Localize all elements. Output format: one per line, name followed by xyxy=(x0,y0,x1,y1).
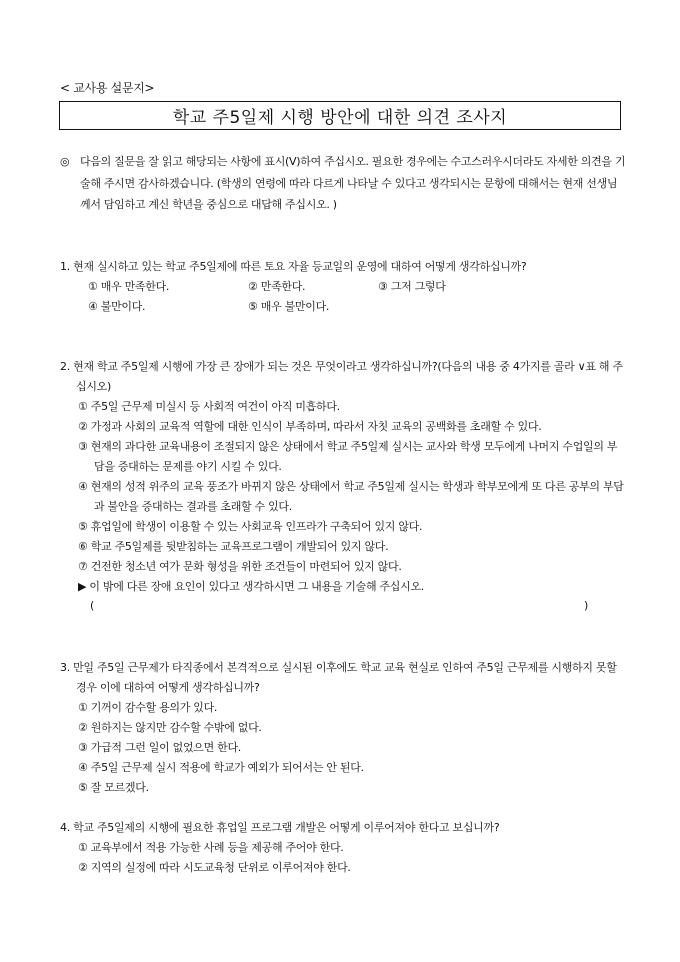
q2-option-1[interactable]: ① 주5일 근무제 미실시 등 사회적 여건이 아직 미흡하다. xyxy=(78,400,340,413)
q2-paren-close: ) xyxy=(584,599,588,612)
instruction-text: 다음의 질문을 잘 읽고 해당되는 사항에 표시(V)하여 주십시오. 필요한 경우에는 수고스러우시더라도 자세한 의견을 기술해 주시면 감사하겠습니다. (학생의 연령에 따라 다르게 나타날 수 있다고 생각되시는 문항에 대해서는 현재 선생님께서 담임하고 계신 학년을 중심으로 대답해 주십시오. ) xyxy=(80,155,626,211)
q3-option-4[interactable]: ④ 주5일 근무제 실시 적용에 학교가 예외가 되어서는 안 된다. xyxy=(78,761,364,774)
question-3-options xyxy=(60,698,626,798)
q1-option-5[interactable]: ⑤ 매우 불만이다. xyxy=(248,300,330,313)
survey-type-label: < 교사용 설문지> xyxy=(60,81,155,95)
question-2-stem: 2. 현재 학교 주5일제 시행에 가장 큰 장애가 되는 것은 무엇이라고 생각하십니까?(다음의 내용 중 4가지를 골라 ∨표 해 주십시오) xyxy=(60,360,623,393)
q3-option-1[interactable]: ① 기꺼이 감수할 용의가 있다. xyxy=(78,701,218,714)
question-4-options xyxy=(60,838,626,878)
instruction-mark: ◎ xyxy=(60,155,70,168)
q1-option-3[interactable]: ③ 그저 그렇다 xyxy=(378,280,446,293)
question-1-options xyxy=(60,277,626,321)
q2-option-4[interactable]: ④ 현재의 성적 위주의 교육 풍조가 바뀌지 않은 상태에서 학교 주5일제 실시는 학생과 학부모에게 또 다른 공부의 부담과 불안을 증대하는 결과를 초래할 수 있다. xyxy=(78,480,624,513)
q2-option-6[interactable]: ⑥ 학교 주5일제를 뒷받침하는 교육프로그램이 개발되어 있지 않다. xyxy=(78,540,389,553)
question-4-stem: 4. 학교 주5일제의 시행에 필요한 휴업일 프로그램 개발은 어떻게 이루어져야 한다고 보십니까? xyxy=(60,821,500,834)
q3-option-2[interactable]: ② 원하지는 않지만 감수할 수밖에 없다. xyxy=(78,721,262,734)
question-2-options xyxy=(60,397,626,577)
q2-other-prompt: ▶ 이 밖에 다른 장애 요인이 있다고 생각하시면 그 내용을 기술해 주십시오. xyxy=(78,580,424,593)
question-1-stem: 1. 현재 실시하고 있는 학교 주5일제에 따른 토요 자율 등교일의 운영에 대하여 어떻게 생각하십니까? xyxy=(60,260,527,273)
q4-option-2[interactable]: ② 지역의 실정에 따라 시도교육청 단위로 이루어져야 한다. xyxy=(78,861,351,874)
title-box xyxy=(59,101,621,130)
q1-option-2[interactable]: ② 만족한다. xyxy=(248,280,306,293)
q2-option-7[interactable]: ⑦ 건전한 청소년 여가 문화 형성을 위한 조건들이 마련되어 있지 않다. xyxy=(78,560,402,573)
instruction-block xyxy=(60,151,626,216)
q3-option-3[interactable]: ③ 가급적 그런 일이 없었으면 한다. xyxy=(78,741,241,754)
q2-option-3[interactable]: ③ 현재의 과다한 교육내용이 조절되지 않은 상태에서 학교 주5일제 실시는 교사와 학생 모두에게 나머지 수업일의 부담을 증대하는 문제를 야기 시킬 수 있다. xyxy=(78,440,618,473)
question-2 xyxy=(60,357,626,619)
q2-paren-open: ( xyxy=(90,599,94,612)
q2-option-5[interactable]: ⑤ 휴업일에 학생이 이용할 수 있는 사회교육 인프라가 구축되어 있지 않다. xyxy=(78,520,423,533)
q3-option-5[interactable]: ⑤ 잘 모르겠다. xyxy=(78,781,149,794)
q2-other-answer-field[interactable] xyxy=(60,597,626,619)
page-title: 학교 주5일제 시행 방안에 대한 의견 조사지 xyxy=(172,108,508,128)
question-3-stem: 3. 만일 주5일 근무제가 타직종에서 본격적으로 실시된 이후에도 학교 교육 현실로 인하여 주5일 근무제를 시행하지 못할 경우 이에 대하여 어떻게 생각하십니까? xyxy=(60,661,617,694)
question-1 xyxy=(60,257,626,321)
question-4 xyxy=(60,818,626,878)
q4-option-1[interactable]: ① 교육부에서 적용 가능한 사례 등을 제공해 주어야 한다. xyxy=(78,841,344,854)
question-3 xyxy=(60,658,626,798)
q1-option-1[interactable]: ① 매우 만족한다. xyxy=(88,280,170,293)
q1-option-4[interactable]: ④ 불만이다. xyxy=(88,300,146,313)
q2-option-2[interactable]: ② 가정과 사회의 교육적 역할에 대한 인식이 부족하며, 따라서 자칫 교육의 공백화를 초래할 수 있다. xyxy=(78,420,542,433)
